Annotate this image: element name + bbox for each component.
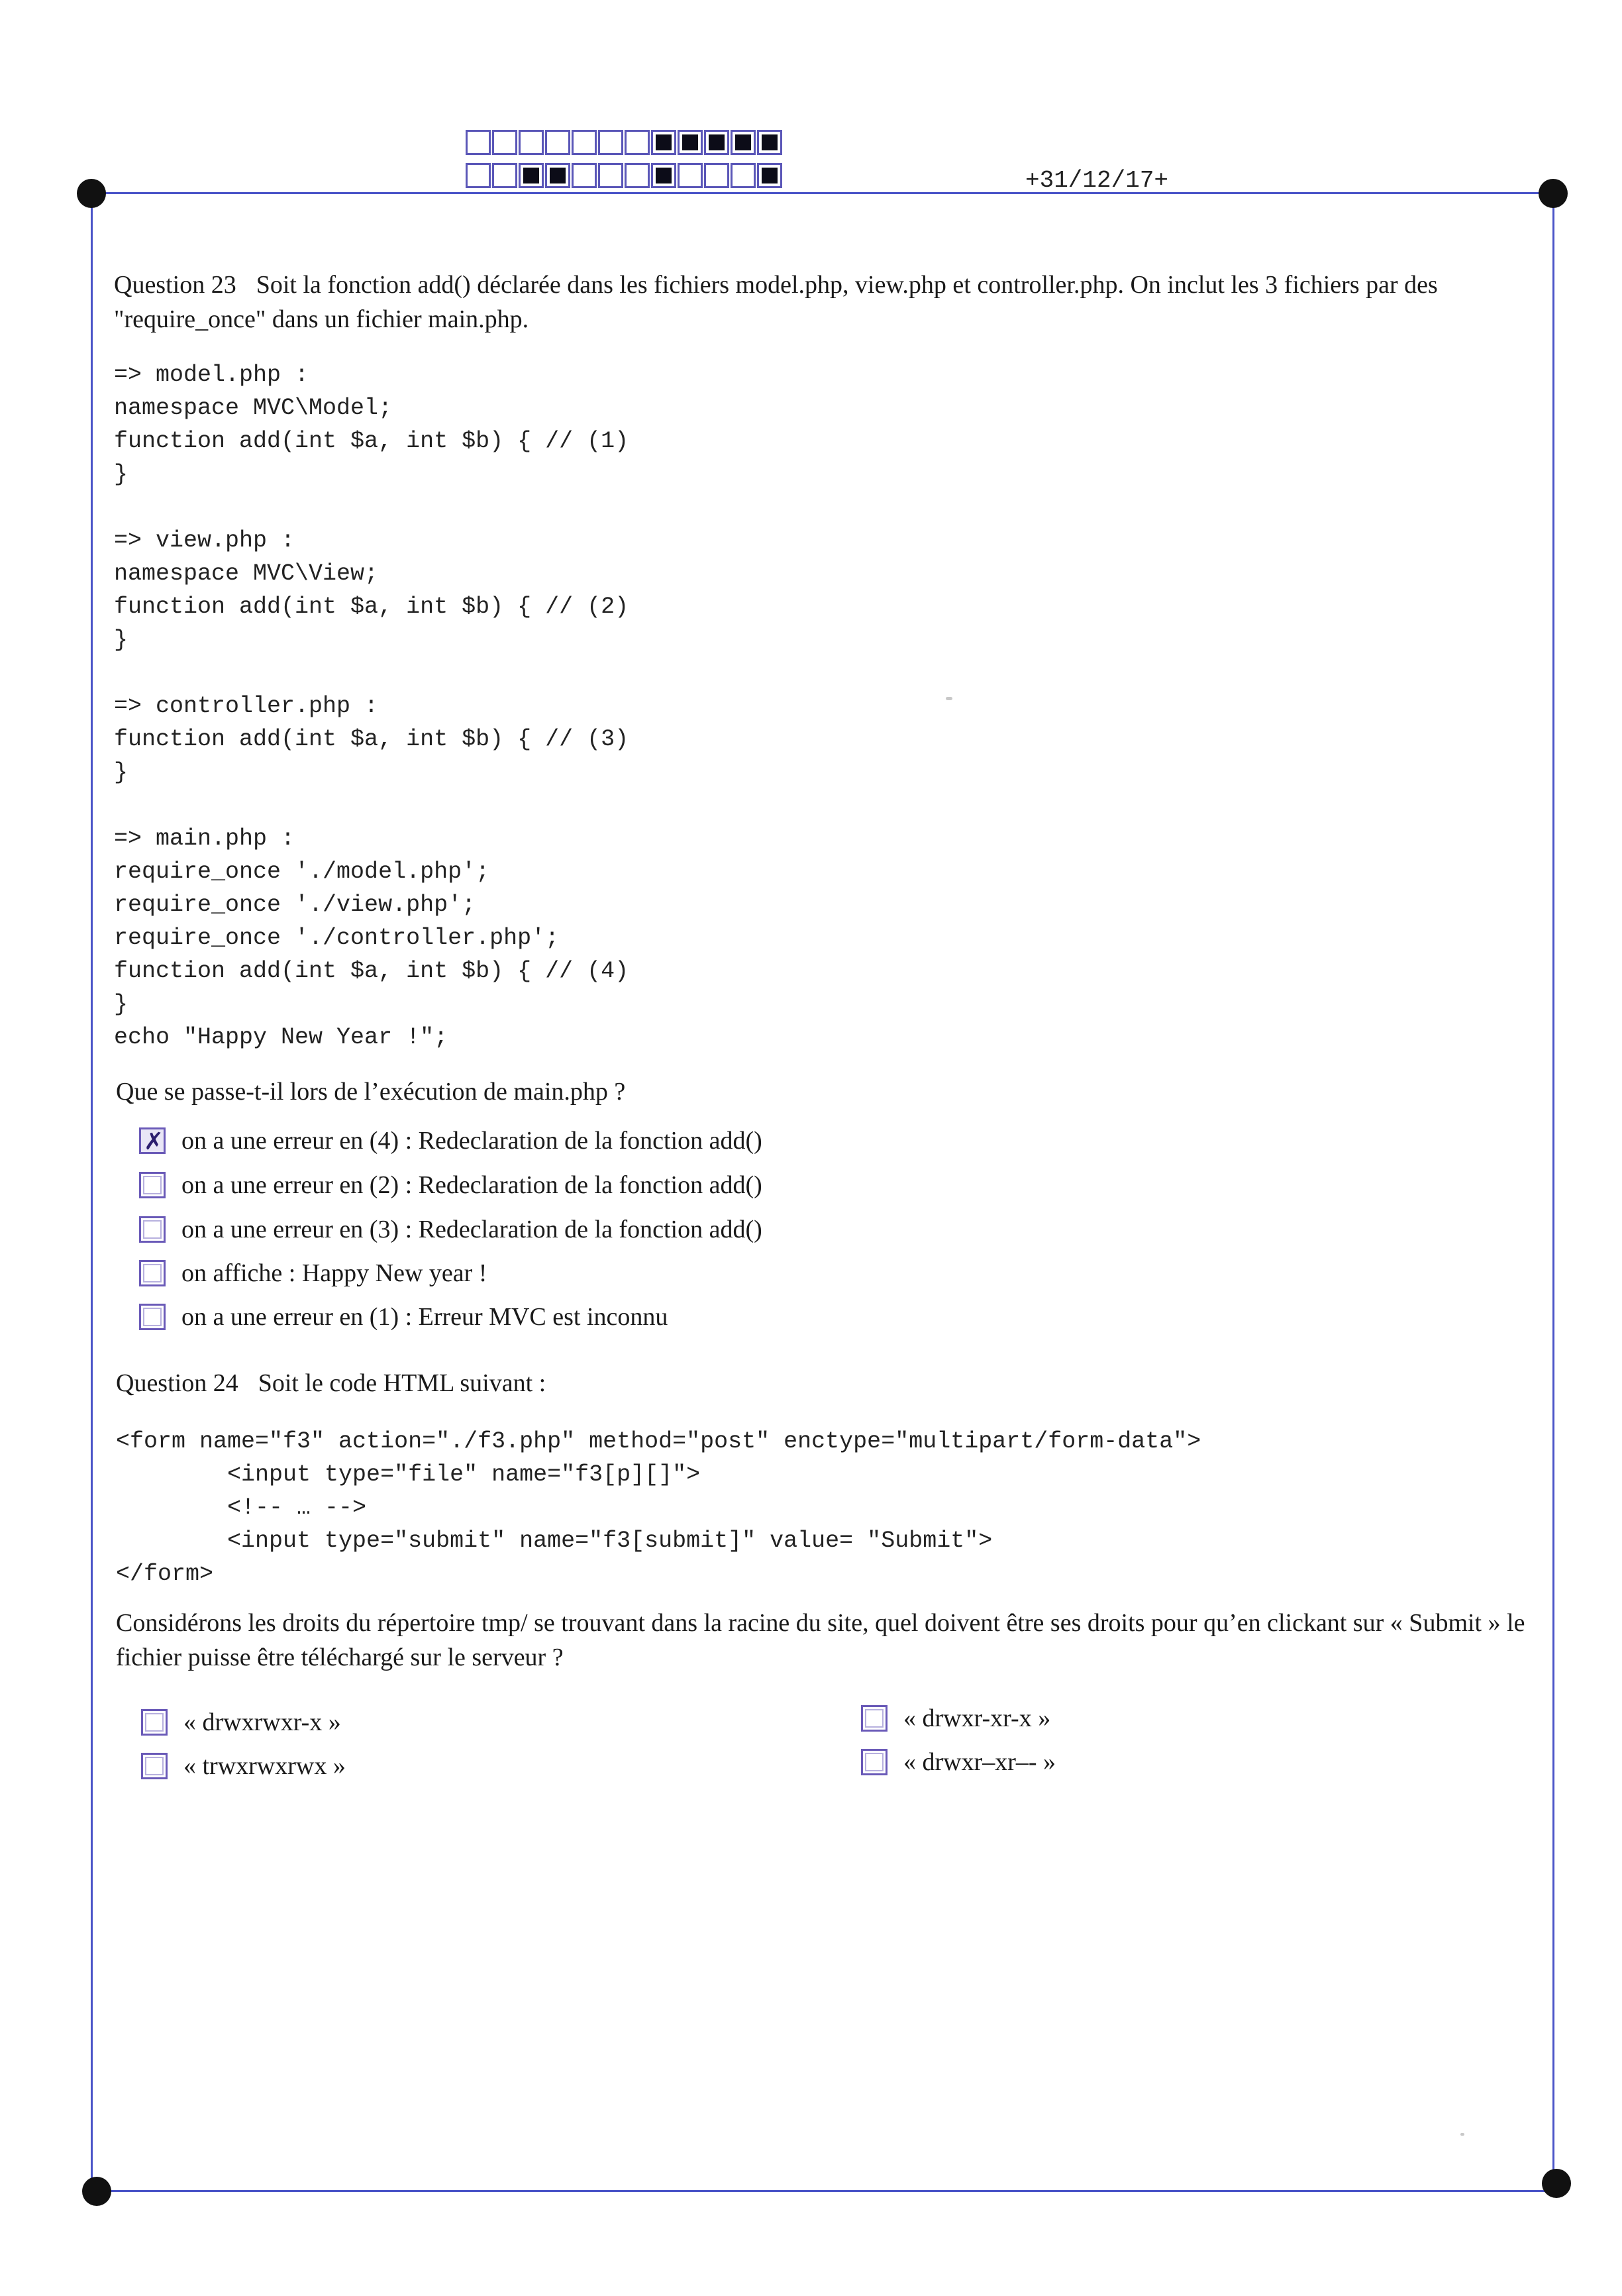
handwritten-mark-icon: ✗ (144, 1128, 164, 1155)
checkbox-checked[interactable] (139, 1127, 166, 1154)
q23-answer-4-label: on affiche : Happy New year ! (181, 1259, 487, 1287)
scan-speck (946, 697, 952, 700)
id-code-cell-empty (625, 163, 650, 188)
checkbox[interactable] (861, 1749, 887, 1775)
id-code-cell-empty (466, 163, 491, 188)
q23-prompt: Que se passe-t-il lors de l’exécution de main.php ? (116, 1078, 626, 1106)
corner-marker-top-right (1539, 179, 1568, 208)
checkbox[interactable] (141, 1709, 168, 1736)
id-code-cell-empty (466, 130, 491, 155)
q24-answer-2-label: « trwxrwxrwx » (183, 1752, 346, 1780)
student-id-code-row-2 (466, 163, 784, 188)
q23-answer-1[interactable] (139, 1126, 762, 1155)
q23-statement (114, 268, 1538, 337)
q23-answer-1-label: on a une erreur en (4) : Redeclaration de la fonction add() (181, 1127, 762, 1155)
id-code-cell-empty (598, 163, 623, 188)
q24-answer-3[interactable] (861, 1704, 1050, 1733)
checkbox[interactable] (139, 1216, 166, 1243)
q23-answer-2[interactable] (139, 1171, 762, 1200)
q24-code: <form name="f3" action="./f3.php" method="post" enctype="multipart/form-data"> <input type="file" name="f3[p][]"> <!-- … --> <input type="submit" name="f3[submit]" value= "Submit"> </form> (116, 1428, 1201, 1587)
id-code-cell-filled (519, 163, 544, 188)
q23-answer-3-label: on a une erreur en (3) : Redeclaration de la fonction add() (181, 1216, 762, 1243)
q24-answer-1-label: « drwxrwxr-x » (183, 1708, 341, 1736)
id-code-cell-filled (704, 130, 729, 155)
q24-answer-2[interactable] (141, 1751, 346, 1781)
id-code-cell-filled (757, 163, 782, 188)
scan-speck (1460, 2133, 1464, 2136)
id-code-cell-filled (731, 130, 756, 155)
header-date: +31/12/17+ (1025, 167, 1169, 194)
id-code-cell-empty (625, 130, 650, 155)
id-code-cell-empty (572, 163, 597, 188)
q24-statement (116, 1366, 546, 1400)
q24-text: Soit le code HTML suivant : (258, 1369, 546, 1397)
corner-marker-top-left (77, 179, 106, 208)
q23-text: Soit la fonction add() déclarée dans les fichiers model.php, view.php et controller.php. On inclut les 3 fichiers par des "require_once" dans un fichier main.php. (114, 271, 1438, 333)
id-code-cell-filled (678, 130, 703, 155)
checkbox[interactable] (861, 1705, 887, 1732)
q24-label: Question 24 (116, 1369, 238, 1397)
id-code-cell-empty (704, 163, 729, 188)
q24-answer-4[interactable] (861, 1748, 1056, 1777)
id-code-cell-empty (678, 163, 703, 188)
id-code-cell-empty (731, 163, 756, 188)
id-code-cell-filled (545, 163, 570, 188)
frame-left-line (91, 192, 93, 2191)
q23-code-main: => main.php : require_once './model.php'; require_once './view.php'; require_once './controller.php'; function add(int $a, int $b) { // (4) } echo "Happy New Year !"; (114, 825, 629, 1051)
q23-answer-5[interactable] (139, 1302, 668, 1331)
checkbox[interactable] (139, 1260, 166, 1286)
q24-answer-3-label: « drwxr-xr-x » (903, 1704, 1051, 1732)
corner-marker-bottom-right (1542, 2169, 1571, 2198)
q23-code-model: => model.php : namespace MVC\Model; function add(int $a, int $b) { // (1) } (114, 362, 629, 488)
id-code-cell-empty (572, 130, 597, 155)
q23-answer-5-label: on a une erreur en (1) : Erreur MVC est inconnu (181, 1303, 668, 1331)
id-code-cell-filled (651, 130, 676, 155)
q23-answer-3[interactable] (139, 1215, 762, 1244)
q24-answer-4-label: « drwxr–xr–- » (903, 1748, 1056, 1776)
id-code-cell-empty (598, 130, 623, 155)
id-code-cell-empty (492, 130, 517, 155)
q23-answer-2-label: on a une erreur en (2) : Redeclaration de la fonction add() (181, 1171, 762, 1199)
checkbox[interactable] (139, 1172, 166, 1198)
checkbox[interactable] (141, 1753, 168, 1779)
q23-code-view: => view.php : namespace MVC\View; function add(int $a, int $b) { // (2) } (114, 527, 629, 653)
checkbox[interactable] (139, 1304, 166, 1330)
id-code-cell-empty (492, 163, 517, 188)
frame-right-line (1552, 192, 1554, 2191)
q23-code-controller: => controller.php : function add(int $a, int $b) { // (3) } (114, 693, 629, 786)
id-code-cell-filled (757, 130, 782, 155)
q23-answer-4[interactable] (139, 1259, 487, 1288)
id-code-cell-empty (545, 130, 570, 155)
id-code-cell-empty (519, 130, 544, 155)
q24-answer-1[interactable] (141, 1708, 341, 1737)
q24-prompt: Considérons les droits du répertoire tmp/ se trouvant dans la racine du site, quel doivent être ses droits pour qu’en clickant sur « Submit » le fichier puisse être téléchargé sur le serveur ? (116, 1609, 1525, 1671)
frame-top-line (91, 192, 1554, 194)
frame-bottom-line (91, 2190, 1554, 2192)
q23-label: Question 23 (114, 271, 236, 299)
id-code-cell-filled (651, 163, 676, 188)
student-id-code-row-1 (466, 130, 784, 155)
corner-marker-bottom-left (82, 2177, 111, 2206)
